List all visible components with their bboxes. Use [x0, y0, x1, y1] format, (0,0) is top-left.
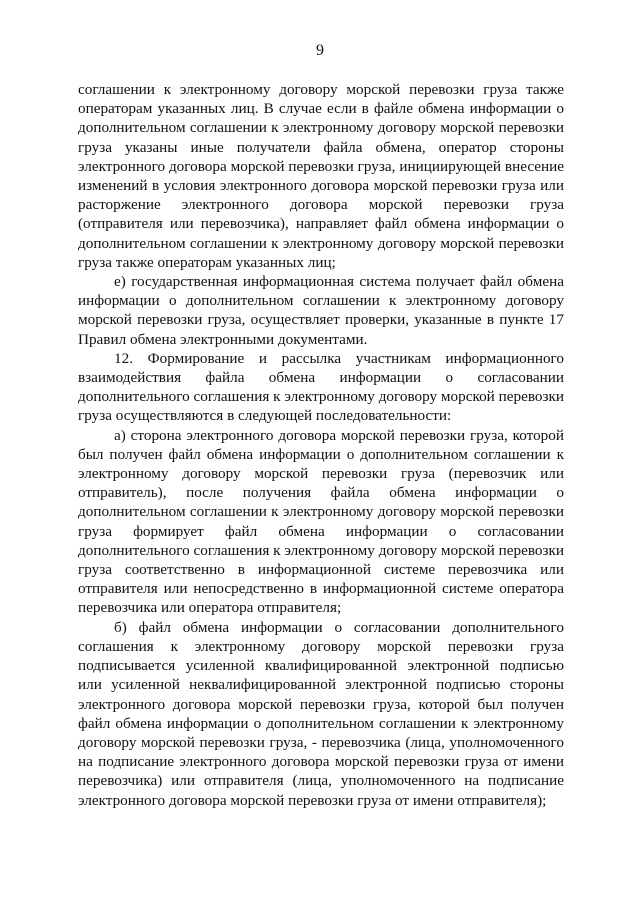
paragraph-item-e: е) государственная информационная система получает файл обмена информации о дополнительном соглашении к электронному договору морской перевозки груза, осуществляет проверки, указанные в пункте 17 Правил обмена электронными документами.	[78, 273, 564, 348]
paragraph-item-a: а) сторона электронного договора морской перевозки груза, которой был получен файл обмена информации о дополнительном соглашении к электронному договору морской перевозки груза (перевозчик или отправитель), после получения файла обмена информации о дополнительном соглашении к электронному договору морской перевозки груза формирует файл обмена информации о согласовании дополнительного соглашения к электронному договору морской перевозки груза соответственно в информационной системе перевозчика или отправителя или непосредственно в информационной системе оператора перевозчика или оператора отправителя;	[78, 426, 564, 617]
document-body	[78, 80, 564, 810]
paragraph-continuation: соглашении к электронному договору морской перевозки груза также операторам указанных лиц. В случае если в файле обмена информации о дополнительном соглашении к электронному договору морской перевозки груза указаны иные получатели файла обмена, оператор стороны электронного договора морской перевозки груза, инициирующей внесение изменений в условия электронного договора морской перевозки груза или расторжение электронного договора морской перевозки груза (отправителя или перевозчика), направляет файл обмена информации о дополнительном соглашении к электронному договору морской перевозки груза также операторам указанных лиц;	[78, 81, 564, 271]
page-number: 9	[316, 42, 324, 59]
paragraph-section-12: 12. Формирование и рассылка участникам информационного взаимодействия файла обмена информации о согласовании дополнительного соглашения к электронному договору морской перевозки груза осуществляются в следующей последовательности:	[78, 349, 564, 425]
paragraph-item-b: б) файл обмена информации о согласовании дополнительного соглашения к электронному договору морской перевозки груза подписывается усиленной квалифицированной электронной подписью или усиленной неквалифицированной электронной подписью стороны электронного договора морской перевозки груза, которой был получен файл обмена информации о дополнительном соглашении к электронному договору морской перевозки груза, - перевозчика (лица, уполномоченного на подписание электронного договора морской перевозки груза от имени перевозчика) или отправителя (лица, уполномоченного на подписание электронного договора морской перевозки груза от имени отправителя);	[78, 618, 564, 809]
